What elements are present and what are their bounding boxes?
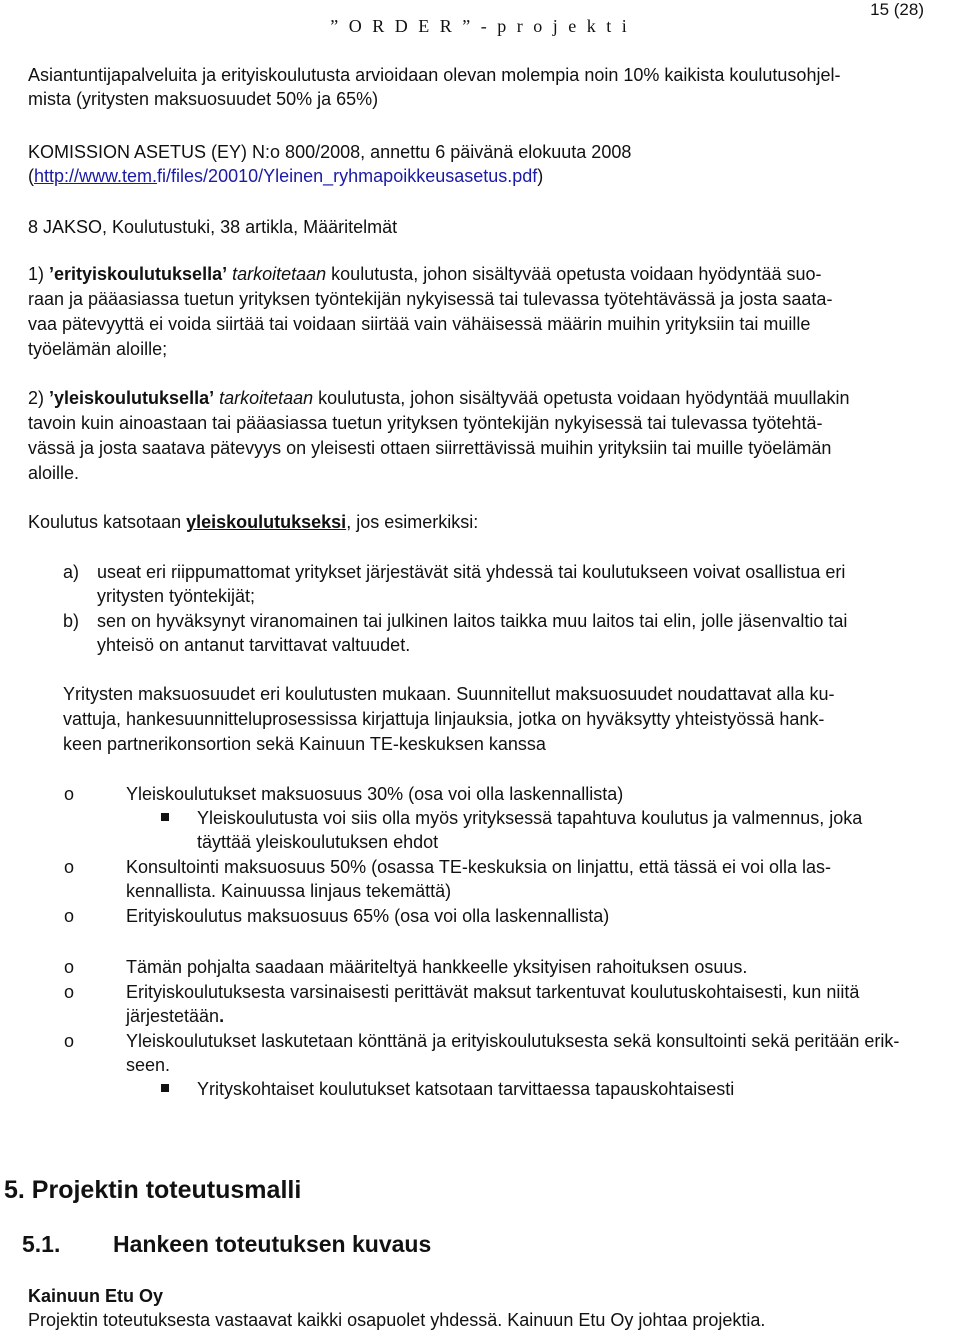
bullet-marker: o: [64, 1031, 75, 1051]
bullet-private-funding: Tämän pohjalta saadaan määriteltyä hankkeelle yksityisen rahoituksen osuus.: [126, 957, 748, 977]
def1-number: 1): [28, 264, 50, 284]
shares-line-1: Yritysten maksuosuudet eri koulutusten mukaan. Suunnitellut maksuosuudet noudattavat alla ku-: [63, 684, 835, 704]
regulation-link-part-1[interactable]: http://www.tem.: [34, 166, 158, 186]
paren-close: ): [537, 166, 544, 186]
def2-line-3: vässä ja josta saatava pätevyys on yleisesti ottaen siirrettävissä muihin yrityksiin tai muille työelämän: [28, 438, 832, 458]
square-bullet-icon: [161, 1084, 169, 1092]
section-heading: 8 JAKSO, Koulutustuki, 38 artikla, Määritelmät: [28, 217, 398, 237]
criteria-lead-a: Koulutus katsotaan: [28, 512, 187, 532]
document-header-title: ” O R D E R ” - p r o j e k t i: [330, 16, 630, 36]
def1-line-3: vaa pätevyyttä ei voida siirtää tai voidaan siirtää vain vähäisessä määrin muihin yrityksiin tai muille: [28, 314, 811, 334]
shares-line-2: vattuja, hankesuunnitteluprosessissa kirjattuja linjauksia, jotka on hyväksytty yhteistyössä hank-: [63, 709, 825, 729]
def2-line-1: [28, 386, 850, 410]
bullet-invoicing-line-1: Yleiskoulutukset laskutetaan könttänä ja erityiskoulutuksesta sekä konsultointi sekä peritään erik-: [126, 1031, 900, 1051]
criteria-a-label: a): [63, 562, 80, 582]
intro-line-1: Asiantuntijapalveluita ja erityiskoulutusta arvioidaan olevan molempia noin 10% kaikista koulutusohjel-: [28, 65, 841, 85]
criteria-b-line-2: yhteisö on antanut tarvittavat valtuudet.: [97, 635, 411, 655]
heading-section-5: 5. Projektin toteutusmalli: [4, 1176, 302, 1204]
criteria-b-label: b): [63, 611, 80, 631]
bullet-marker: o: [64, 982, 75, 1002]
criteria-lead-b: , jos esimerkiksi:: [346, 512, 479, 532]
def2-term: ’yleiskoulutuksella’: [49, 388, 215, 408]
def2-line-4: aloille.: [28, 463, 80, 483]
def2-verb: tarkoitetaan: [219, 388, 314, 408]
criteria-b-line-1: sen on hyväksynyt viranomainen tai julkinen laitos taikka muu laitos tai elin, jolle jäsenvaltio tai: [97, 611, 848, 631]
square-bullet-icon: [161, 813, 169, 821]
page-number: 15 (28): [870, 0, 924, 19]
sub-bullet-company-specific: Yrityskohtaiset koulutukset katsotaan tarvittaessa tapauskohtaisesti: [197, 1079, 735, 1099]
bullet-marker: o: [64, 857, 75, 877]
bullet-marker: o: [64, 906, 75, 926]
bullet-marker: o: [64, 957, 75, 977]
bullet-consulting-line-2: kennallista. Kainuussa linjaus tekemättä): [126, 881, 452, 901]
intro-line-2: mista (yritysten maksuosuudet 50% ja 65%): [28, 89, 379, 109]
def1-term: ’erityiskoulutuksella’: [49, 264, 228, 284]
regulation-title: KOMISSION ASETUS (EY) N:o 800/2008, annettu 6 päivänä elokuuta 2008: [28, 142, 632, 162]
bullet-special-fees-line-1: Erityiskoulutuksesta varsinaisesti perittävät maksut tarkentuvat koulutuskohtaisesti, kun niitä: [126, 982, 860, 1002]
criteria-lead: [28, 510, 478, 534]
bullet-invoicing-line-2: seen.: [126, 1055, 171, 1075]
paren-open: (: [28, 166, 34, 186]
regulation-link-line: [28, 164, 543, 188]
bullet-general-training: Yleiskoulutukset maksuosuus 30% (osa voi olla laskennallista): [126, 784, 624, 804]
org-description: Projektin toteutuksesta vastaavat kaikki osapuolet yhdessä. Kainuun Etu Oy johtaa projektia.: [28, 1310, 766, 1330]
bullet-marker: o: [64, 784, 75, 804]
org-name: Kainuun Etu Oy: [28, 1286, 163, 1306]
def1-line-4: työelämän aloille;: [28, 339, 168, 359]
shares-line-3: keen partnerikonsortion sekä Kainuun TE-keskuksen kanssa: [63, 734, 546, 754]
bullet-consulting-line-1: Konsultointi maksuosuus 50% (osassa TE-keskuksia on linjattu, että tässä ei voi olla las-: [126, 857, 832, 877]
sub-bullet-general-line-1: Yleiskoulutusta voi siis olla myös yrityksessä tapahtuva koulutus ja valmennus, joka: [197, 808, 863, 828]
sub-bullet-general-line-2: täyttää yleiskoulutuksen ehdot: [197, 832, 439, 852]
criteria-a-line-1: useat eri riippumattomat yritykset järjestävät sitä yhdessä tai koulutukseen voivat osallistua eri: [97, 562, 846, 582]
criteria-term: yleiskoulutukseksi: [186, 512, 347, 532]
bullet-special-training: Erityiskoulutus maksuosuus 65% (osa voi olla laskennallista): [126, 906, 610, 926]
def2-rest: koulutusta, johon sisältyvää opetusta voidaan hyödyntää muullakin: [313, 388, 850, 408]
criteria-a-line-2: yritysten työntekijät;: [97, 586, 256, 606]
def2-line-2: tavoin kuin ainoastaan tai pääasiassa tuetun yrityksen työntekijän nykyisessä tai tulevassa työtehtä-: [28, 413, 823, 433]
heading-5-1-number: 5.1.: [22, 1231, 61, 1257]
bullet-special-fees-dot: .: [219, 1006, 225, 1026]
def1-line-1: [28, 262, 822, 286]
def2-number: 2): [28, 388, 50, 408]
def1-rest: koulutusta, johon sisältyvää opetusta voidaan hyödyntää suo-: [326, 264, 822, 284]
def1-verb: tarkoitetaan: [232, 264, 327, 284]
def1-line-2: raan ja pääasiassa tuetun yrityksen työntekijän nykyisessä tai tulevassa työtehtävässä ja josta saata-: [28, 289, 833, 309]
heading-5-1-title: Hankeen toteutuksen kuvaus: [113, 1231, 432, 1257]
regulation-link-part-2[interactable]: fi/files/20010/Yleinen_ryhmapoikkeusasetus.pdf: [157, 166, 538, 186]
bullet-special-fees-line-2: [126, 1004, 224, 1028]
bullet-special-fees-text: järjestetään: [126, 1006, 220, 1026]
